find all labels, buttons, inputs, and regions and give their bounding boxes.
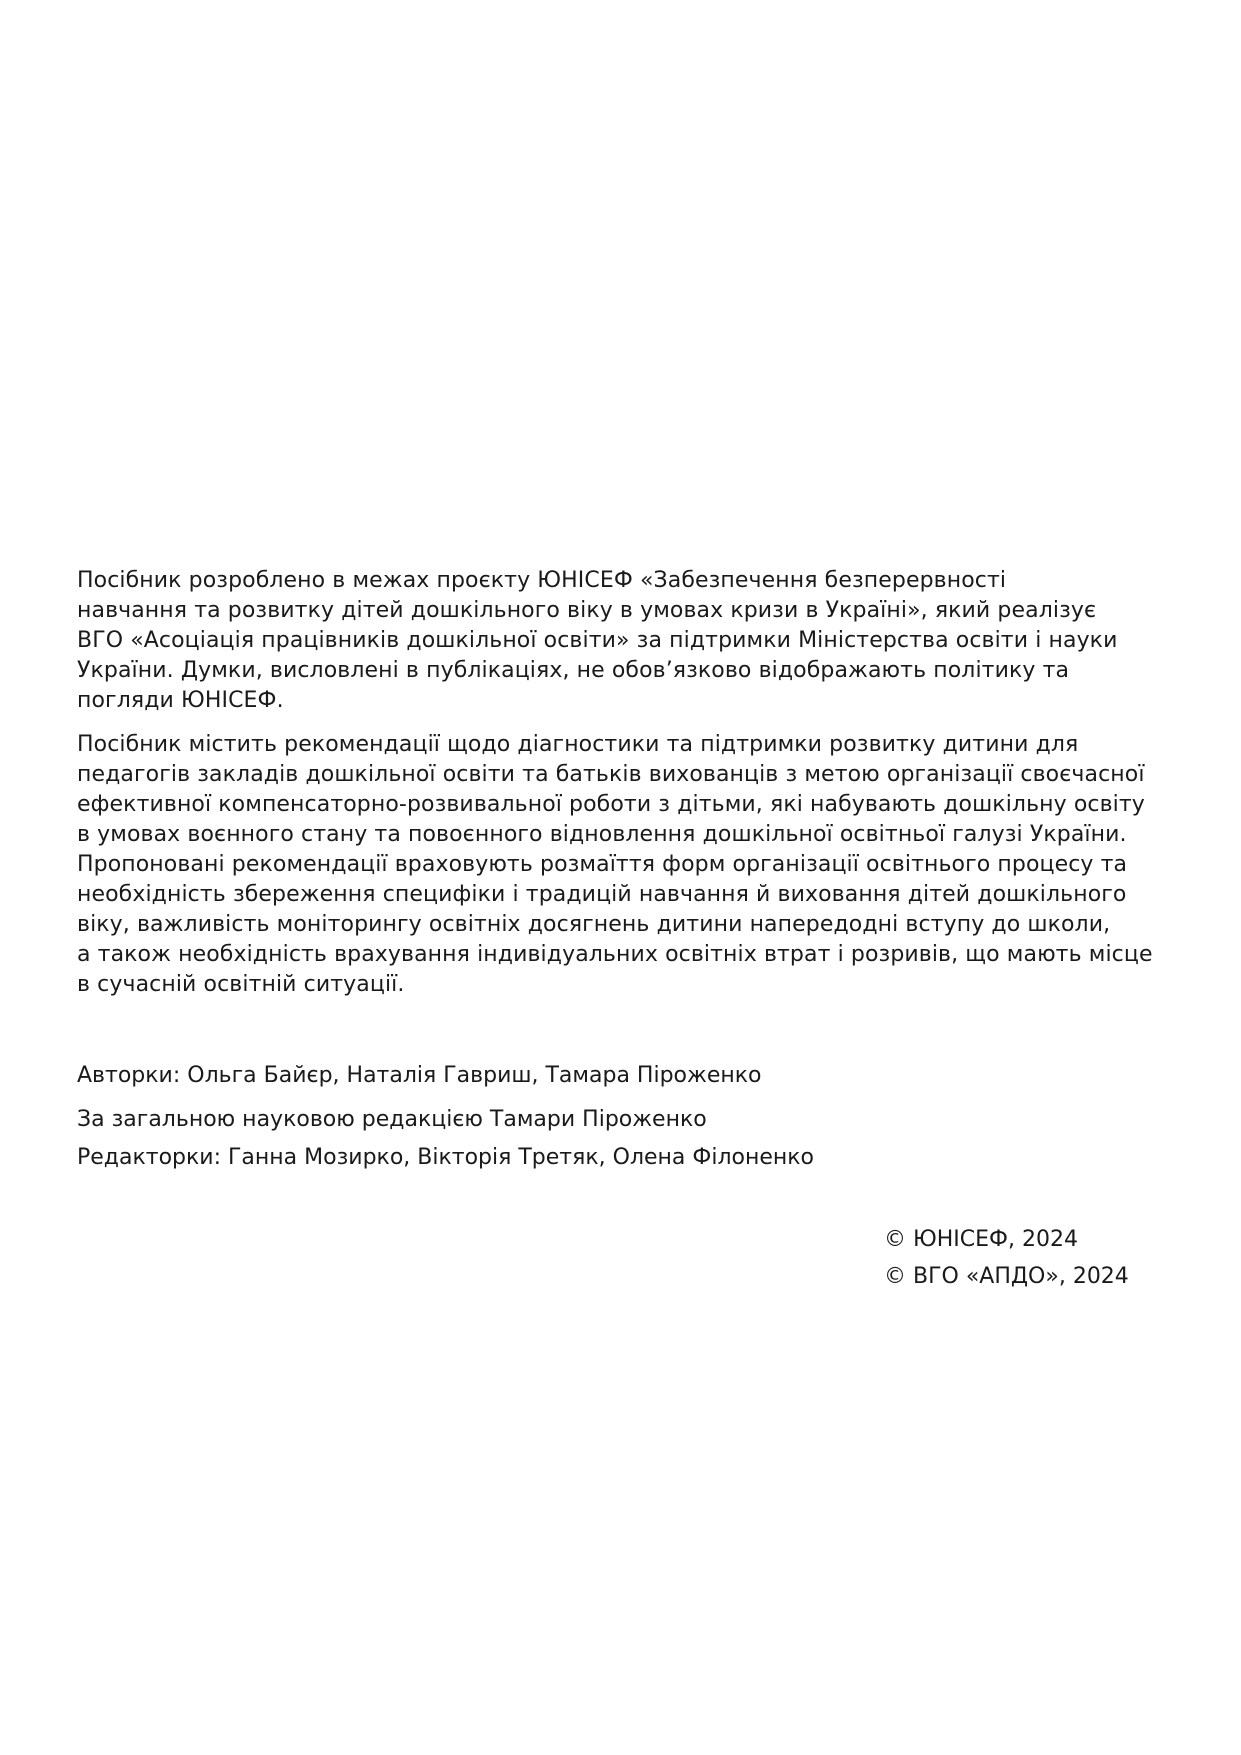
text-line: Посібник розроблено в межах проєкту ЮНІСЕФ «Забезпечення безперервності xyxy=(77,568,1007,593)
text-line: погляди ЮНІСЕФ. xyxy=(77,688,284,713)
text-line: України. Думки, висловлені в публікаціях, не обов’язково відображають політику та xyxy=(77,658,1070,683)
description-paragraph-2 xyxy=(77,730,1177,1000)
text-line: в сучасній освітній ситуації. xyxy=(77,972,405,997)
text-line: Посібник містить рекомендації щодо діагностики та підтримки розвитку дитини для xyxy=(77,732,1079,757)
text-line: а також необхідність врахування індивідуальних освітніх втрат і розривів, що мають місце xyxy=(77,942,1153,967)
copyright-unicef: © ЮНІСЕФ, 2024 xyxy=(884,1227,1078,1252)
text-line: ВГО «Асоціація працівників дошкільної освіти» за підтримки Міністерства освіти і науки xyxy=(77,628,1118,653)
copyright-apdo: © ВГО «АПДО», 2024 xyxy=(884,1264,1129,1289)
text-line: в умовах воєнного стану та повоєнного відновлення дошкільної освітньої галузі України. xyxy=(77,822,1127,847)
text-line: навчання та розвитку дітей дошкільного віку в умовах кризи в Україні», який реалізує xyxy=(77,598,1097,623)
authors-credit: Авторки: Ольга Байєр, Наталія Гавриш, Тамара Піроженко xyxy=(77,1063,762,1088)
text-line: віку, важливість моніторингу освітніх досягнень дитини напередодні вступу до школи, xyxy=(77,912,1111,937)
text-line: педагогів закладів дошкільної освіти та батьків вихованців з метою організації своєчасної xyxy=(77,762,1145,787)
editors-credit: Редакторки: Ганна Мозирко, Вікторія Третяк, Олена Філоненко xyxy=(77,1145,815,1170)
text-line: необхідність збереження специфіки і традицій навчання й виховання дітей дошкільного xyxy=(77,882,1127,907)
text-line: Пропоновані рекомендації враховують розмаїття форм організації освітнього процесу та xyxy=(77,852,1128,877)
description-paragraph-1 xyxy=(77,566,1177,716)
text-line: ефективної компенсаторно-розвивальної роботи з дітьми, які набувають дошкільну освіту xyxy=(77,792,1145,817)
general-editor-credit: За загальною науковою редакцією Тамари Піроженко xyxy=(77,1107,707,1132)
